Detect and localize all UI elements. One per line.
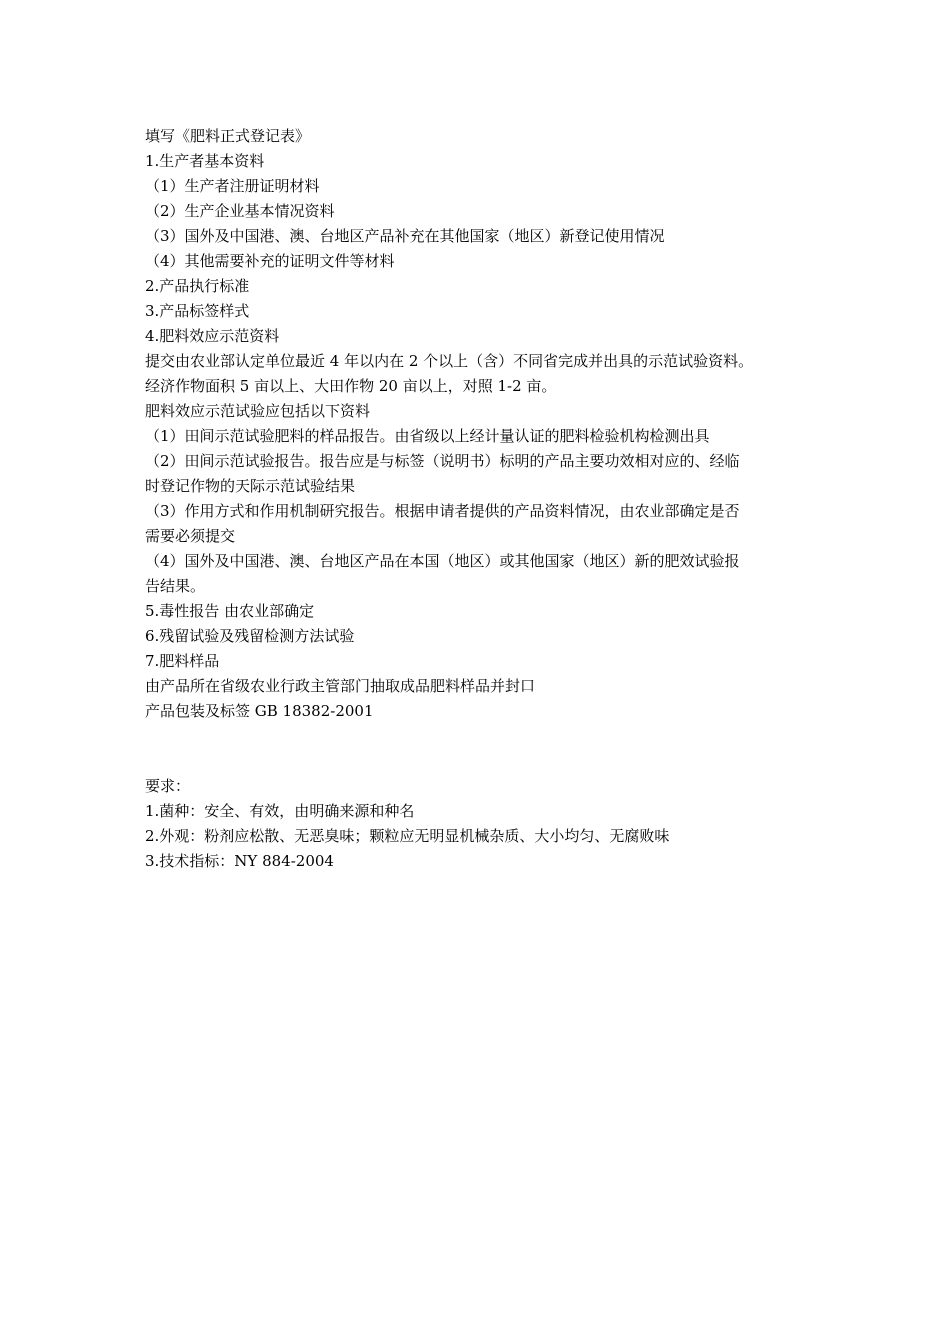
list-item: 2.外观：粉剂应松散、无恶臭味；颗粒应无明显机械杂质、大小均匀、无腐败味 (145, 827, 670, 845)
heading-residue: 6.残留试验及残留检测方法试验 (145, 627, 355, 645)
list-item-continued: 告结果。 (145, 577, 206, 595)
blank-line (145, 749, 825, 774)
list-item: （4）国外及中国港、澳、台地区产品在本国（地区）或其他国家（地区）新的肥效试验报 (145, 552, 740, 570)
doc-title: 填写《肥料正式登记表》 (145, 127, 311, 145)
heading-producer-info: 1.生产者基本资料 (145, 152, 265, 170)
heading-label-style: 3.产品标签样式 (145, 302, 250, 320)
list-item: （1）田间示范试验肥料的样品报告。由省级以上经计量认证的肥料检验机构检测出具 (145, 427, 710, 445)
paragraph-line: 由产品所在省级农业行政主管部门抽取成品肥料样品并封口 (145, 677, 536, 695)
document-body (145, 124, 825, 874)
list-item: （3）作用方式和作用机制研究报告。根据申请者提供的产品资料情况，由农业部确定是否 (145, 502, 740, 520)
list-item: （1）生产者注册证明材料 (145, 177, 320, 195)
list-item: （3）国外及中国港、澳、台地区产品补充在其他国家（地区）新登记使用情况 (145, 227, 665, 245)
list-item-continued: 需要必须提交 (145, 527, 236, 545)
paragraph-line: 产品包装及标签 GB 18382-2001 (145, 702, 374, 720)
list-item: （4）其他需要补充的证明文件等材料 (145, 252, 395, 270)
list-item: （2）田间示范试验报告。报告应是与标签（说明书）标明的产品主要功效相对应的、经临 (145, 452, 740, 470)
heading-requirements: 要求： (145, 777, 191, 795)
paragraph-line: 经济作物面积 5 亩以上、大田作物 20 亩以上，对照 1-2 亩。 (145, 377, 557, 395)
heading-standard: 2.产品执行标准 (145, 277, 250, 295)
list-item: 3.技术指标：NY 884-2004 (145, 852, 334, 870)
paragraph-line: 肥料效应示范试验应包括以下资料 (145, 402, 371, 420)
list-item: 1.菌种：安全、有效，由明确来源和种名 (145, 802, 415, 820)
heading-demo-data: 4.肥料效应示范资料 (145, 327, 280, 345)
heading-samples: 7.肥料样品 (145, 652, 220, 670)
list-item: （2）生产企业基本情况资料 (145, 202, 335, 220)
heading-toxicity: 5.毒性报告 由农业部确定 (145, 602, 315, 620)
paragraph-line: 提交由农业部认定单位最近 4 年以内在 2 个以上（含）不同省完成并出具的示范试验资料。 (145, 352, 754, 370)
list-item-continued: 时登记作物的天际示范试验结果 (145, 477, 356, 495)
blank-line (145, 724, 825, 749)
